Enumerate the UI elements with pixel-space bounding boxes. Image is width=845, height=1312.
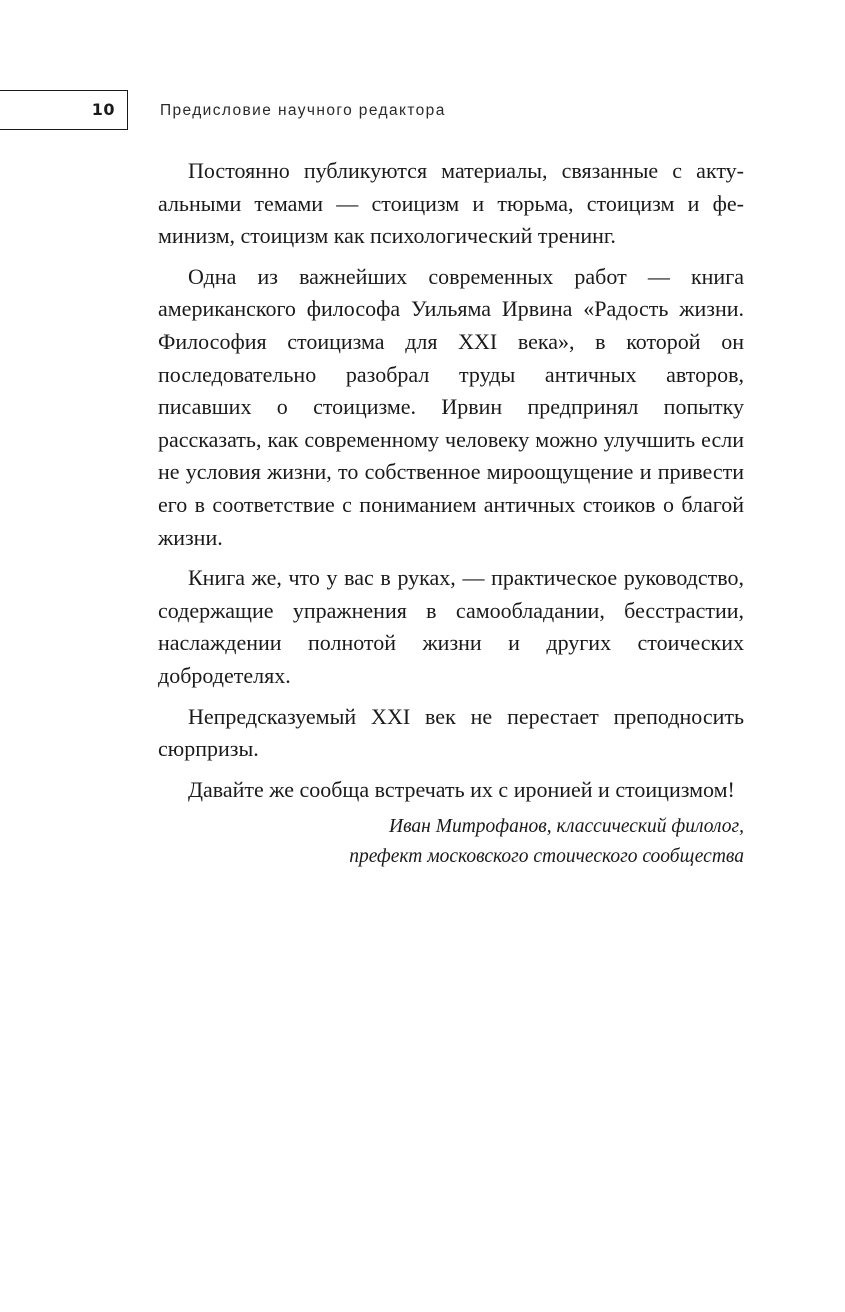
page-number: 10 (91, 100, 115, 119)
signature-line-1: Иван Митрофанов, классический филолог, (388, 816, 744, 837)
paragraph-3: Книга же, что у вас в руках, — практическое руководство, содержащие упражнения в самообладании, бесстрастии, наслаждении полнотой жизни и других стоических добродетелях. (158, 565, 744, 688)
page-number-box (0, 90, 128, 130)
paragraph-4: Непредсказуемый XXI век не перестает преподносить сюрпризы. (158, 703, 744, 762)
body-text (158, 155, 744, 814)
running-head: Предисловие научного редактора (160, 102, 446, 119)
author-signature (158, 812, 744, 872)
page-header (0, 90, 845, 134)
paragraph-2: Одна из важнейших современных работ — книга американского философа Уильяма Ирвина «Радость жизни. Философия стоицизма для XXI века», в которой он последовательно разобрал труды античных авторов, писавших о стоицизме. Ирвин предпринял попытку рассказать, как современному человеку можно улучшить если не условия жизни, то собственное мироощущение и привести его в соответствие с пониманием античных стоиков о благой жизни. (158, 263, 744, 550)
paragraph-5: Давайте же сообща встречать их с иронией и стоицизмом! (188, 776, 735, 802)
signature-line-2: префект московского стоического сообщества (349, 846, 744, 867)
paragraph-1: Постоянно публикуются материалы, связанные с актуальными темами — стоицизм и тюрьма, стоицизм и феминизм, стоицизм как психологический тренинг. (158, 158, 744, 249)
